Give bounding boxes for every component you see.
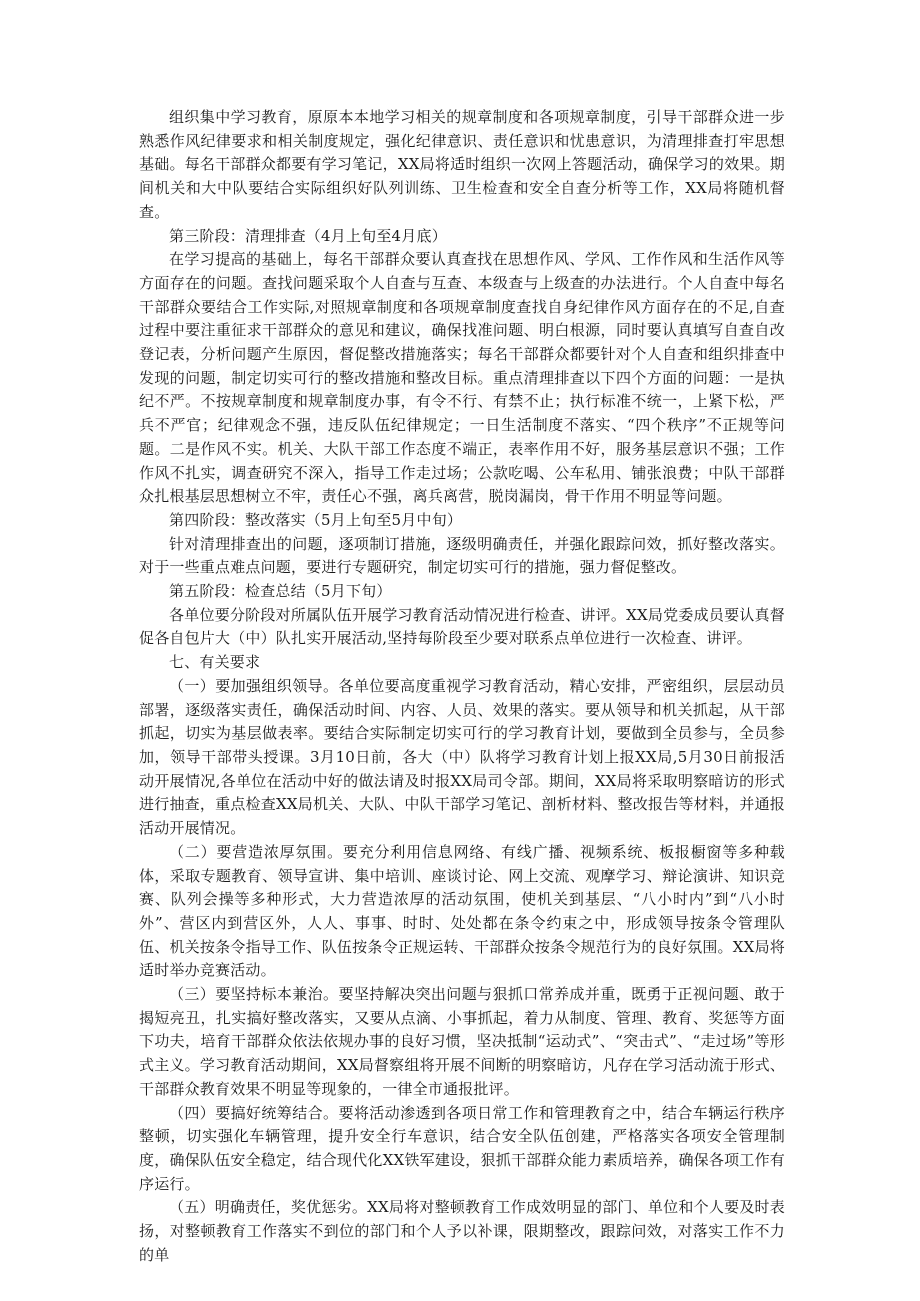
heading-requirements: 七、有关要求 xyxy=(169,653,261,672)
paragraph-stage-five: 各单位要分阶段对所属队伍开展学习教育活动情况进行检查、讲评。XX局党委成员要认真督促各自包片大（中）队扎实开展活动,坚持每阶段至少要对联系点单位进行一次检查、讲评。 xyxy=(139,605,785,648)
paragraph-stage-three: 在学习提高的基础上，每名干部群众要认真查找在思想作风、学风、工作作风和生活作风等方面存在的问题。查找问题采取个人自查与互查、本级查与上级查的办法进行。个人自查中每名干部群众要结合工作实际,对照规章制度和各项规章制度查找自身纪律作风方面存在的不足,自查过程中要注重征求干部群众的意见和建议，确保找准问题、明白根源，同时要认真填写自查自改登记表，分析问题产生原因，督促整改措施落实；每名干部群众都要针对个人自查和组织排查中发现的问题，制定切实可行的整改措施和整改目标。重点清理排查以下四个方面的问题：一是执纪不严。不按规章制度和规章制度办事，有令不行、有禁不止；执行标准不统一，上紧下松，严兵不严官；纪律观念不强，违反队伍纪律规定；一日生活制度不落实、“四个秩序”不正规等问题。二是作风不实。机关、大队干部工作态度不端正，表率作用不好，服务基层意识不强；工作作风不扎实，调查研究不深入，指导工作走过场；公款吃喝、公车私用、铺张浪费；中队干部群众扎根基层思想树立不牢，责任心不强，离兵离营，脱岗漏岗，骨干作用不明显等问题。 xyxy=(139,250,785,506)
document-body xyxy=(139,106,785,1267)
paragraph-requirement-3: （三）要坚持标本兼治。要坚持解决突出问题与狠抓口常养成并重，既勇于正视问题、敢于揭短亮丑，扎实搞好整改落实，又要从点滴、小事抓起，着力从制度、管理、教育、奖惩等方面下功夫，培育干部群众依法依规办事的良好习惯，坚决抵制“运动式”、“突击式”、“走过场”等形式主义。学习教育活动期间，XX局督察组将开展不间断的明察暗访，凡存在学习活动流于形式、干部群众教育效果不明显等现象的，一律全市通报批评。 xyxy=(139,985,785,1098)
heading-stage-three: 第三阶段：清理排查（4月上旬至4月底） xyxy=(169,226,447,245)
paragraph-requirement-1: （一）要加强组织领导。各单位要高度重视学习教育活动，精心安排，严密组织，层层动员部署，逐级落实责任，确保活动时间、内容、人员、效果的落实。要从领导和机关抓起，从干部抓起，切实为基层做表率。要结合实际制定切实可行的学习教育计划，要做到全员参与，全员参加，领导干部带头授课。3月10日前，各大（中）队将学习教育计划上报XX局,5月30日前报活动开展情况,各单位在活动中好的做法请及时报XX局司令部。期间，XX局将采取明察暗访的形式进行抽查，重点检查XX局机关、大队、中队干部学习笔记、剖析材料、整改报告等材料，并通报活动开展情况。 xyxy=(139,676,785,838)
paragraph-requirement-2: （二）要营造浓厚氛围。要充分利用信息网络、有线广播、视频系统、板报橱窗等多种载体，采取专题教育、领导宣讲、集中培训、座谈讨论、网上交流、观摩学习、辩论演讲、知识竞赛、队列会操等多种形式，大力营造浓厚的活动氛围，使机关到基层、“八小时内”到“八小时外”、营区内到营区外，人人、事事、时时、处处都在条令约束之中，形成领导按条令管理队伍、机关按条令指导工作、队伍按条令正规运转、干部群众按条令规范行为的良好氛围。XX局将适时举办竞赛活动。 xyxy=(139,842,785,980)
paragraph-stage-four: 针对清理排查出的问题，逐项制订措施，逐级明确责任，并强化跟踪问效，抓好整改落实。对于一些重点难点问题，要进行专题研究，制定切实可行的措施，强力督促整改。 xyxy=(139,534,785,577)
paragraph-requirement-4: （四）要搞好统筹结合。要将活动渗透到各项日常工作和管理教育之中，结合车辆运行秩序整顿，切实强化车辆管理，提升安全行车意识，结合安全队伍创建，严格落实各项安全管理制度，确保队伍安全稳定，结合现代化XX铁军建设，狠抓干部群众能力素质培养，确保各项工作有序运行。 xyxy=(139,1103,785,1193)
paragraph-study-education: 组织集中学习教育，原原本本地学习相关的规章制度和各项规章制度，引导干部群众进一步熟悉作风纪律要求和相关制度规定，强化纪律意识、责任意识和忧患意识，为清理排查打牢思想基础。每名干部群众都要有学习笔记，XX局将适时组织一次网上答题活动，确保学习的效果。期间机关和大中队要结合实际组织好队列训练、卫生检查和安全自查分析等工作，XX局将随机督查。 xyxy=(139,108,785,221)
heading-stage-five: 第五阶段：检查总结（5月下旬） xyxy=(169,582,392,601)
heading-stage-four: 第四阶段：整改落实（5月上旬至5月中旬） xyxy=(169,510,463,529)
paragraph-requirement-5: （五）明确责任，奖优惩劣。XX局将对整顿教育工作成效明显的部门、单位和个人要及时表扬，对整顿教育工作落实不到位的部门和个人予以补课，限期整改，跟踪问效，对落实工作不力的单 xyxy=(139,1198,785,1264)
